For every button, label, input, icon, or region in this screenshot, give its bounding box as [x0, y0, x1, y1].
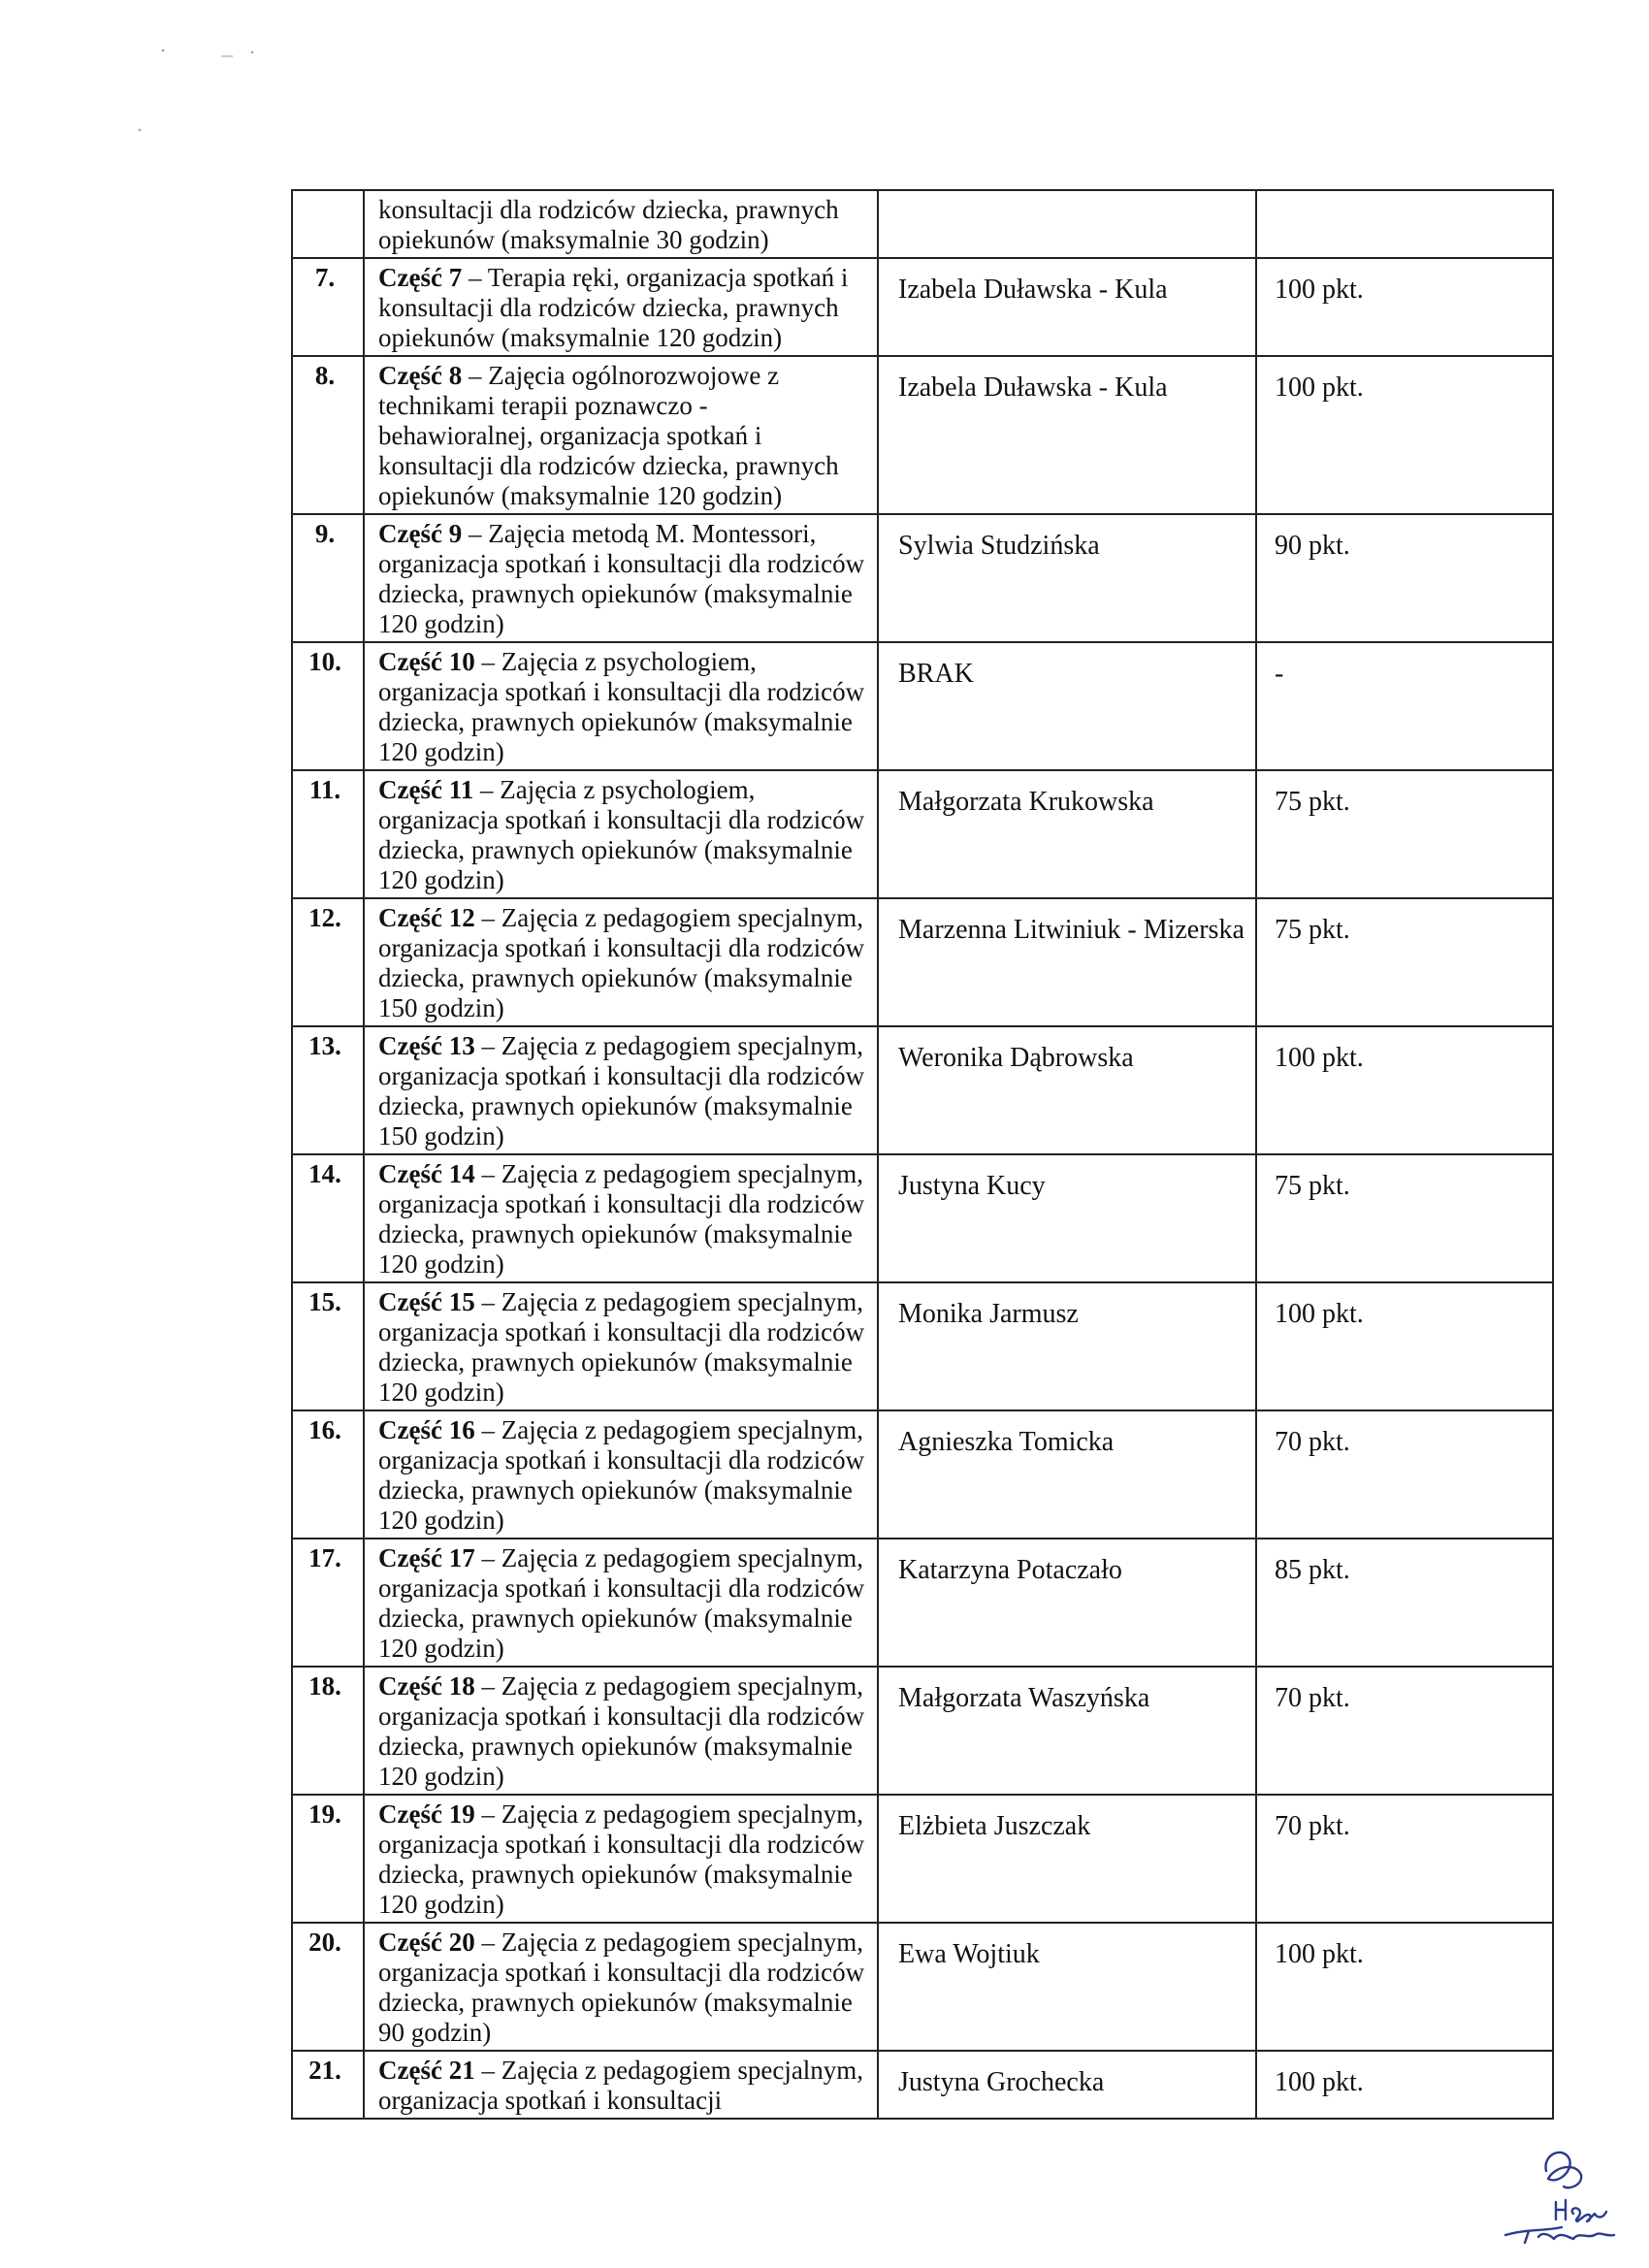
part-description: – Zajęcia z pedagogiem specjalnym, organizacja spotkań i konsultacji dla rodziców dziecka, prawnych opiekunów (maksymalnie 120 godzin): [378, 1671, 865, 1791]
table-row: [292, 1795, 1553, 1923]
row-person: Monika Jarmusz: [878, 1282, 1256, 1410]
part-description: – Zajęcia ogólnorozwojowe z technikami terapii poznawczo - behawioralnej, organizacja spotkań i konsultacji dla rodziców dziecka, prawnych opiekunów (maksymalnie 120 godzin): [378, 361, 839, 510]
part-description: – Zajęcia z psychologiem, organizacja spotkań i konsultacji dla rodziców dziecka, prawnych opiekunów (maksymalnie 120 godzin): [378, 647, 865, 766]
part-label: Część 12: [378, 903, 475, 932]
row-description: [364, 1026, 878, 1154]
row-points: 75 pkt.: [1256, 770, 1553, 898]
row-number: 11.: [292, 770, 364, 898]
row-number: [292, 190, 364, 258]
part-label: Część 14: [378, 1159, 475, 1188]
part-label: Część 20: [378, 1928, 475, 1957]
row-person: Ewa Wojtiuk: [878, 1923, 1256, 2051]
row-number: 12.: [292, 898, 364, 1026]
table-row: [292, 1539, 1553, 1667]
table-row: [292, 1026, 1553, 1154]
row-number: 16.: [292, 1410, 364, 1539]
part-description: – Zajęcia z pedagogiem specjalnym, organizacja spotkań i konsultacji dla rodziców dziecka, prawnych opiekunów (maksymalnie 150 godzin): [378, 903, 865, 1022]
table-row: [292, 514, 1553, 642]
part-label: Część 10: [378, 647, 475, 676]
table-row: [292, 1410, 1553, 1539]
part-label: Część 16: [378, 1415, 475, 1444]
row-person: Sylwia Studzińska: [878, 514, 1256, 642]
part-label: Część 21: [378, 2056, 475, 2085]
row-number: 17.: [292, 1539, 364, 1667]
row-person: Katarzyna Potaczało: [878, 1539, 1256, 1667]
part-description: – Zajęcia z pedagogiem specjalnym, organizacja spotkań i konsultacji dla rodziców dziecka, prawnych opiekunów (maksymalnie 120 godzin): [378, 1799, 865, 1919]
row-points: [1256, 190, 1553, 258]
row-points: 70 pkt.: [1256, 1667, 1553, 1795]
row-points: 70 pkt.: [1256, 1795, 1553, 1923]
row-number: 21.: [292, 2051, 364, 2119]
part-label: Część 15: [378, 1287, 475, 1316]
table-row: [292, 898, 1553, 1026]
row-points: 85 pkt.: [1256, 1539, 1553, 1667]
row-description: [364, 770, 878, 898]
row-points: 100 pkt.: [1256, 1026, 1553, 1154]
row-points: 100 pkt.: [1256, 2051, 1553, 2119]
row-description: [364, 356, 878, 514]
part-label: Część 19: [378, 1799, 475, 1829]
table-row: [292, 1282, 1553, 1410]
row-person: Izabela Duławska - Kula: [878, 356, 1256, 514]
table-row: [292, 258, 1553, 356]
row-person: Justyna Kucy: [878, 1154, 1256, 1282]
part-label: Część 17: [378, 1543, 475, 1572]
row-points: 100 pkt.: [1256, 1923, 1553, 2051]
row-number: 15.: [292, 1282, 364, 1410]
row-number: 18.: [292, 1667, 364, 1795]
part-description: – Zajęcia metodą M. Montessori, organizacja spotkań i konsultacji dla rodziców dziecka, prawnych opiekunów (maksymalnie 120 godzin): [378, 519, 865, 638]
row-points: 100 pkt.: [1256, 356, 1553, 514]
row-number: 20.: [292, 1923, 364, 2051]
part-label: Część 13: [378, 1031, 475, 1060]
row-person: Izabela Duławska - Kula: [878, 258, 1256, 356]
part-description: – Zajęcia z pedagogiem specjalnym, organizacja spotkań i konsultacji dla rodziców dziecka, prawnych opiekunów (maksymalnie 150 godzin): [378, 1031, 865, 1150]
row-person: Elżbieta Juszczak: [878, 1795, 1256, 1923]
scan-artifacts: [126, 29, 301, 146]
row-person: [878, 190, 1256, 258]
part-description: – Zajęcia z pedagogiem specjalnym, organizacja spotkań i konsultacji dla rodziców dziecka, prawnych opiekunów (maksymalnie 120 godzin): [378, 1287, 865, 1407]
table-row: [292, 1923, 1553, 2051]
part-label: Część 8: [378, 361, 463, 390]
row-number: 9.: [292, 514, 364, 642]
table-row: [292, 770, 1553, 898]
results-table-body: [292, 190, 1553, 2119]
results-table: [291, 189, 1554, 2120]
row-description: [364, 1539, 878, 1667]
row-description: [364, 1282, 878, 1410]
row-number: 8.: [292, 356, 364, 514]
part-label: Część 18: [378, 1671, 475, 1701]
part-description: – Zajęcia z pedagogiem specjalnym, organizacja spotkań i konsultacji dla rodziców dziecka, prawnych opiekunów (maksymalnie 120 godzin): [378, 1159, 865, 1279]
row-points: 100 pkt.: [1256, 258, 1553, 356]
part-description: – Terapia ręki, organizacja spotkań i konsultacji dla rodziców dziecka, prawnych opiekunów (maksymalnie 120 godzin): [378, 263, 849, 352]
row-points: -: [1256, 642, 1553, 770]
row-description: [364, 1410, 878, 1539]
row-person: BRAK: [878, 642, 1256, 770]
row-points: 90 pkt.: [1256, 514, 1553, 642]
row-person: Justyna Grochecka: [878, 2051, 1256, 2119]
part-description: – Zajęcia z pedagogiem specjalnym, organizacja spotkań i konsultacji: [378, 2056, 864, 2115]
row-number: 7.: [292, 258, 364, 356]
row-person: Małgorzata Krukowska: [878, 770, 1256, 898]
part-description: – Zajęcia z psychologiem, organizacja spotkań i konsultacji dla rodziców dziecka, prawnych opiekunów (maksymalnie 120 godzin): [378, 775, 865, 894]
part-description: – Zajęcia z pedagogiem specjalnym, organizacja spotkań i konsultacji dla rodziców dziecka, prawnych opiekunów (maksymalnie 120 godzin): [378, 1415, 865, 1535]
row-number: 10.: [292, 642, 364, 770]
row-description: [364, 514, 878, 642]
part-description: – Zajęcia z pedagogiem specjalnym, organizacja spotkań i konsultacji dla rodziców dziecka, prawnych opiekunów (maksymalnie 120 godzin): [378, 1543, 865, 1663]
row-description: [364, 898, 878, 1026]
row-description: [364, 642, 878, 770]
row-description: [364, 1795, 878, 1923]
signature-icon: [1486, 2142, 1632, 2249]
row-description: [364, 1154, 878, 1282]
row-number: 14.: [292, 1154, 364, 1282]
table-row-continued: [292, 190, 1553, 258]
row-description: [364, 258, 878, 356]
row-person: Marzenna Litwiniuk - Mizerska: [878, 898, 1256, 1026]
part-label: Część 11: [378, 775, 474, 804]
row-description: [364, 2051, 878, 2119]
part-label: Część 9: [378, 519, 463, 548]
table-row: [292, 1154, 1553, 1282]
part-label: Część 7: [378, 263, 463, 292]
row-description: [364, 1667, 878, 1795]
row-points: 70 pkt.: [1256, 1410, 1553, 1539]
table-row: [292, 642, 1553, 770]
row-person: Weronika Dąbrowska: [878, 1026, 1256, 1154]
part-description: – Zajęcia z pedagogiem specjalnym, organizacja spotkań i konsultacji dla rodziców dziecka, prawnych opiekunów (maksymalnie 90 godzin): [378, 1928, 865, 2047]
table-row: [292, 2051, 1553, 2119]
row-points: 100 pkt.: [1256, 1282, 1553, 1410]
row-points: 75 pkt.: [1256, 898, 1553, 1026]
row-description: konsultacji dla rodziców dziecka, prawnych opiekunów (maksymalnie 30 godzin): [364, 190, 878, 258]
row-person: Agnieszka Tomicka: [878, 1410, 1256, 1539]
row-points: 75 pkt.: [1256, 1154, 1553, 1282]
row-person: Małgorzata Waszyńska: [878, 1667, 1256, 1795]
table-row: [292, 356, 1553, 514]
row-number: 13.: [292, 1026, 364, 1154]
row-description: [364, 1923, 878, 2051]
table-row: [292, 1667, 1553, 1795]
row-number: 19.: [292, 1795, 364, 1923]
